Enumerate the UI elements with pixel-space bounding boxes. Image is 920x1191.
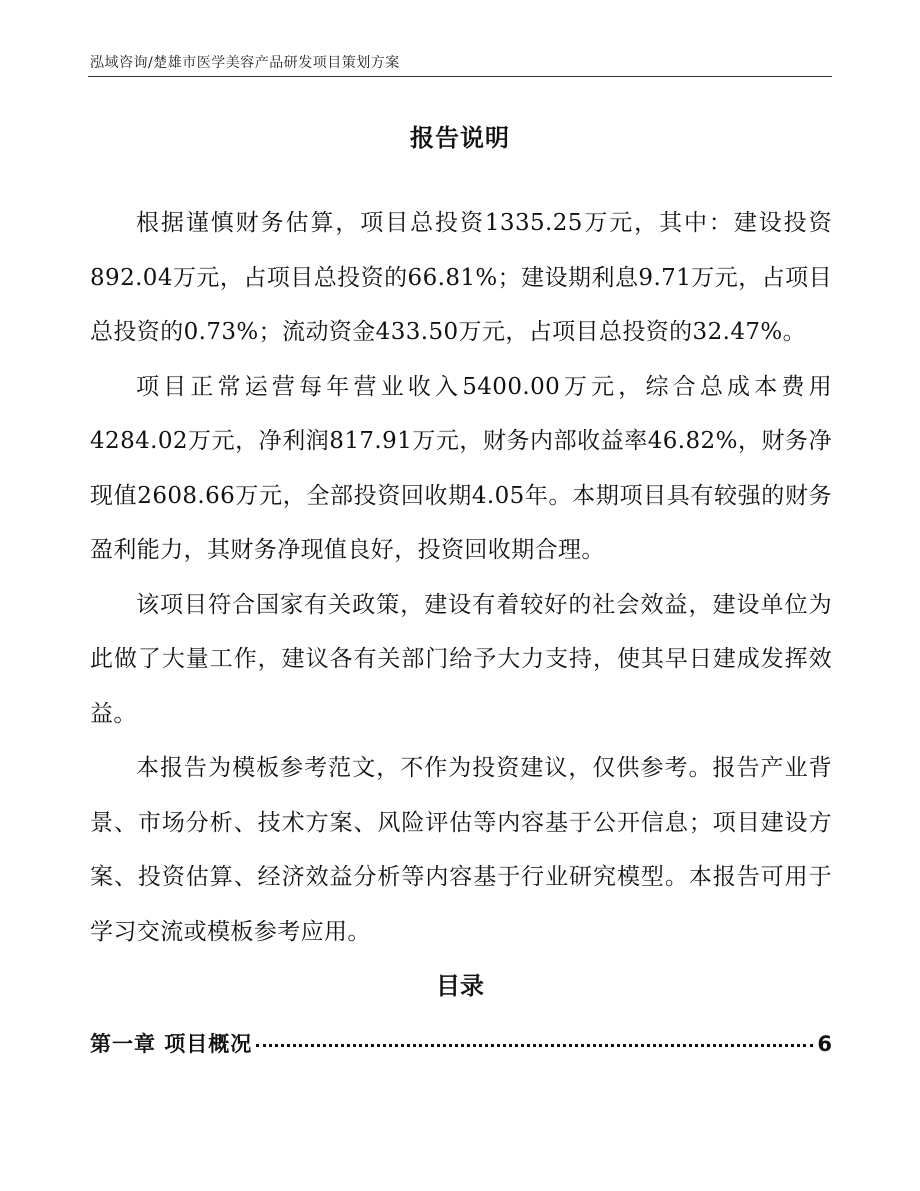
paragraph-investment: 根据谨慎财务估算，项目总投资1335.25万元，其中：建设投资892.04万元，占项目总投资的66.81%；建设期利息9.71万元，占项目总投资的0.73%；流动资金433.50万元，占项目总投资的32.47%。 bbox=[90, 210, 832, 345]
paragraph-policy: 该项目符合国家有关政策，建设有着较好的社会效益，建设单位为此做了大量工作，建议各有关部门给予大力支持，使其早日建成发挥效益。 bbox=[90, 591, 832, 727]
paragraph-disclaimer: 本报告为模板参考范文，不作为投资建议，仅供参考。报告产业背景、市场分析、技术方案、风险评估等内容基于公开信息；项目建设方案、投资估算、经济效益分析等内容基于行业研究模型。本报告可用于学习交流或模板参考应用。 bbox=[90, 755, 832, 945]
header-divider bbox=[88, 76, 832, 77]
toc-entry-label[interactable]: 第一章 项目概况 bbox=[90, 1032, 253, 1056]
toc-entry-page[interactable]: 6 bbox=[817, 1032, 832, 1056]
running-header: 泓域咨询/楚雄市医学美容产品研发项目策划方案 bbox=[90, 55, 400, 71]
page-title: 报告说明 bbox=[410, 124, 510, 152]
toc-dot-leader bbox=[256, 1044, 813, 1047]
toc-title: 目录 bbox=[436, 972, 484, 1000]
paragraph-revenue: 项目正常运营每年营业收入5400.00万元，综合总成本费用4284.02万元，净利润817.91万元，财务内部收益率46.82%，财务净现值2608.66万元，全部投资回收期4.05年。本期项目具有较强的财务盈利能力，其财务净现值良好，投资回收期合理。 bbox=[90, 373, 832, 563]
toc-entry[interactable] bbox=[90, 1028, 832, 1058]
report-body bbox=[90, 196, 832, 959]
